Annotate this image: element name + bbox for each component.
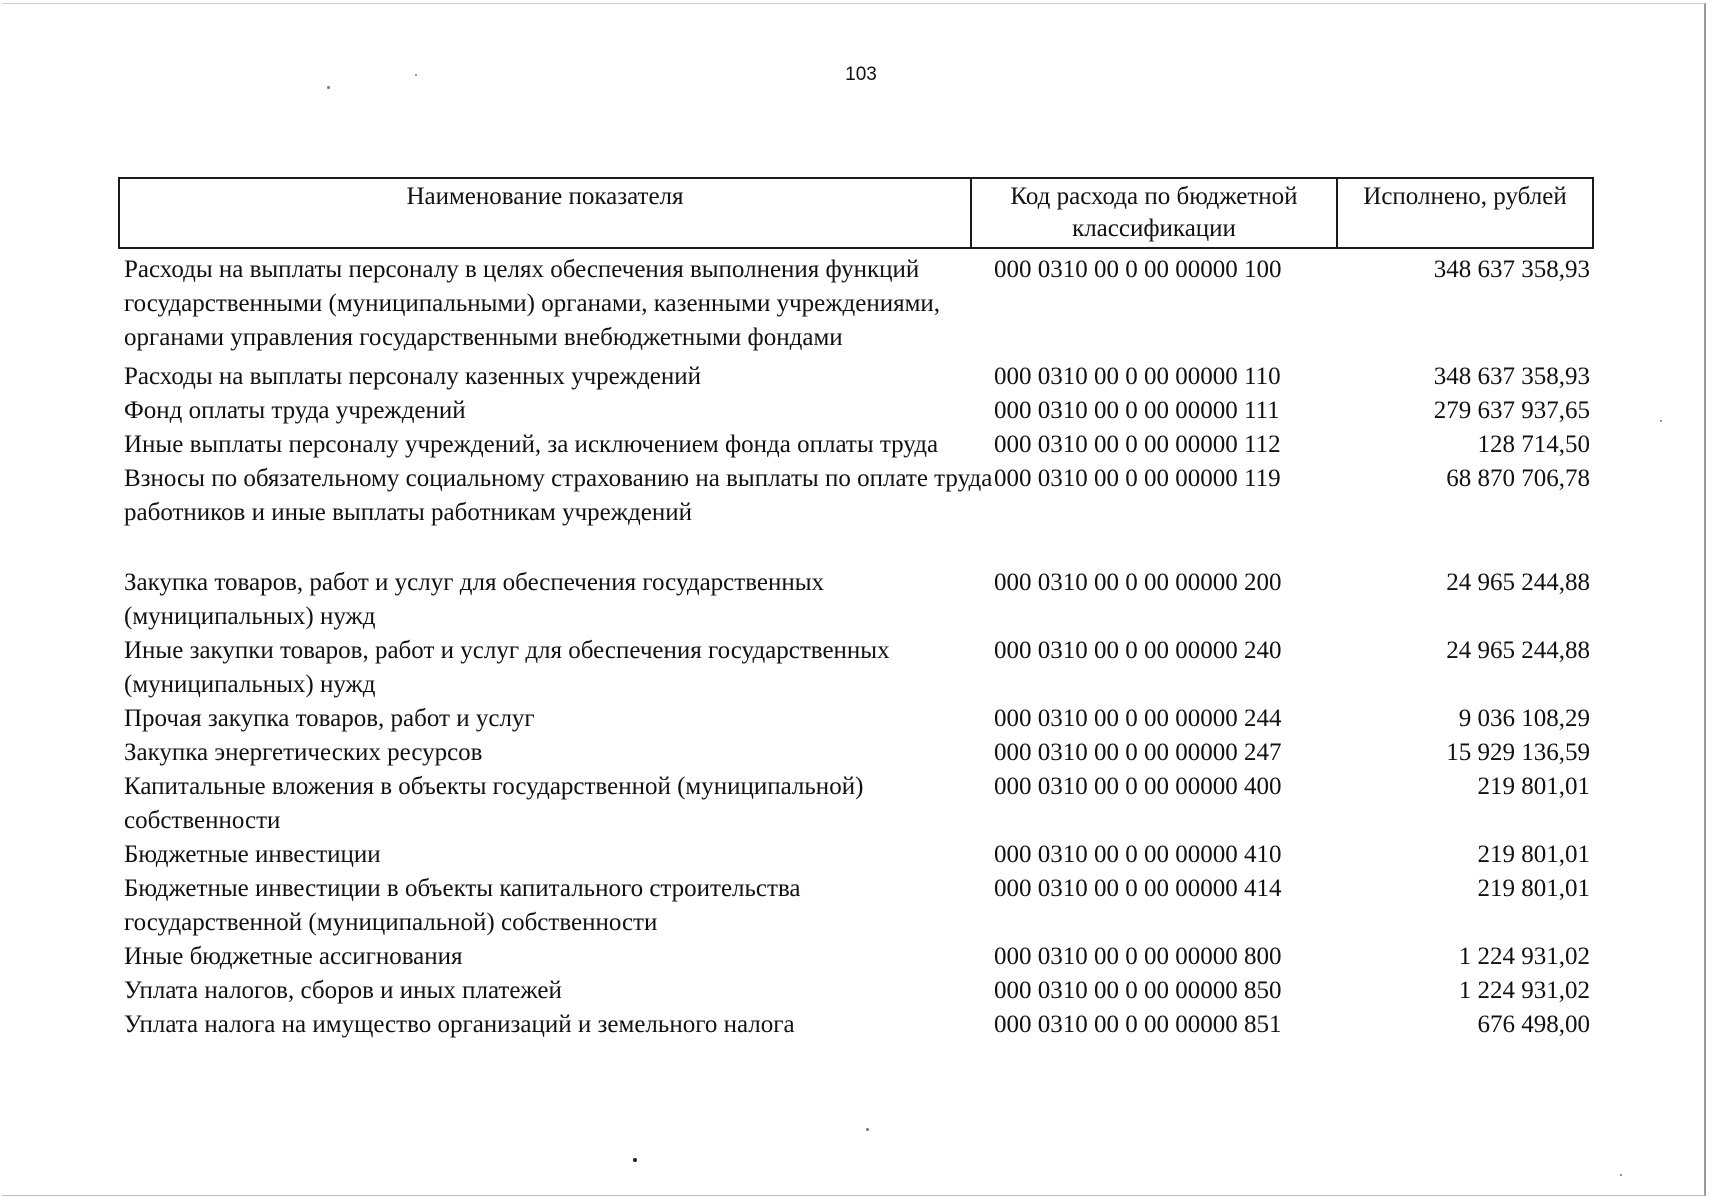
row-amount: 128 714,50 [1477, 431, 1590, 458]
table-row [118, 462, 1594, 530]
row-amount: 24 965 244,88 [1446, 569, 1590, 596]
row-name: Взносы по обязательному социальному страхованию на выплаты по оплате труда работников и иные выплаты работникам учреждений [124, 465, 993, 526]
row-amount: 1 224 931,02 [1458, 943, 1590, 970]
row-code: 000 0310 00 0 00 00000 100 [994, 256, 1282, 283]
table-row [118, 428, 1594, 462]
row-code: 000 0310 00 0 00 00000 851 [994, 1011, 1282, 1038]
table-row [118, 1008, 1594, 1042]
scan-speck [1620, 1174, 1622, 1176]
table-row [118, 974, 1594, 1008]
row-amount: 24 965 244,88 [1446, 637, 1590, 664]
table-row [118, 566, 1594, 634]
row-amount: 219 801,01 [1477, 773, 1590, 800]
row-amount: 676 498,00 [1477, 1011, 1590, 1038]
row-name: Бюджетные инвестиции в объекты капитального строительства государственной (муниципальной) собственности [124, 875, 801, 936]
row-amount: 9 036 108,29 [1458, 705, 1590, 732]
row-name: Капитальные вложения в объекты государственной (муниципальной) собственности [124, 773, 864, 834]
table-body [118, 253, 1594, 1042]
row-code: 000 0310 00 0 00 00000 200 [994, 569, 1282, 596]
row-name: Прочая закупка товаров, работ и услуг [124, 705, 535, 732]
row-code: 000 0310 00 0 00 00000 800 [994, 943, 1282, 970]
row-amount: 219 801,01 [1477, 841, 1590, 868]
scan-speck [866, 1128, 869, 1131]
row-code: 000 0310 00 0 00 00000 410 [994, 841, 1282, 868]
expense-table [118, 177, 1594, 1042]
row-name: Расходы на выплаты персоналу в целях обеспечения выполнения функций государственными (муниципальными) органами, казенными учреждениями, органами управления государственными внебюджетными фондами [124, 256, 941, 351]
row-code: 000 0310 00 0 00 00000 112 [994, 431, 1281, 458]
row-amount: 15 929 136,59 [1446, 739, 1590, 766]
row-code: 000 0310 00 0 00 00000 400 [994, 773, 1282, 800]
table-row [118, 736, 1594, 770]
table-row [118, 770, 1594, 838]
row-code: 000 0310 00 0 00 00000 240 [994, 637, 1282, 664]
header-name: Наименование показателя [120, 179, 972, 247]
table-row [118, 253, 1594, 355]
table-row [118, 838, 1594, 872]
row-name: Фонд оплаты труда учреждений [124, 397, 466, 424]
row-amount: 348 637 358,93 [1433, 256, 1590, 283]
scan-speck [327, 86, 330, 89]
row-name: Бюджетные инвестиции [124, 841, 381, 868]
row-name: Иные закупки товаров, работ и услуг для обеспечения государственных (муниципальных) нужд [124, 637, 890, 698]
header-code: Код расхода по бюджетной классификации [972, 179, 1338, 247]
row-name: Закупка товаров, работ и услуг для обеспечения государственных (муниципальных) нужд [124, 569, 825, 630]
table-row [118, 634, 1594, 702]
header-amount: Исполнено, рублей [1363, 183, 1567, 210]
table-row [118, 872, 1594, 940]
row-amount: 279 637 937,65 [1433, 397, 1590, 424]
row-name: Иные бюджетные ассигнования [124, 943, 463, 970]
table-row [118, 360, 1594, 394]
row-code: 000 0310 00 0 00 00000 110 [994, 363, 1281, 390]
row-name: Уплата налога на имущество организаций и земельного налога [124, 1011, 795, 1038]
row-name: Иные выплаты персоналу учреждений, за исключением фонда оплаты труда [124, 431, 939, 458]
row-amount: 348 637 358,93 [1433, 363, 1590, 390]
scan-speck [415, 74, 417, 76]
row-name: Закупка энергетических ресурсов [124, 739, 483, 766]
row-code: 000 0310 00 0 00 00000 244 [994, 705, 1282, 732]
row-name: Уплата налогов, сборов и иных платежей [124, 977, 562, 1004]
table-row [118, 702, 1594, 736]
row-amount: 1 224 931,02 [1458, 977, 1590, 1004]
row-name: Расходы на выплаты персоналу казенных учреждений [124, 363, 701, 390]
row-amount: 68 870 706,78 [1446, 465, 1590, 492]
row-code: 000 0310 00 0 00 00000 111 [994, 397, 1280, 424]
page-number: 103 [845, 64, 877, 85]
table-row [118, 394, 1594, 428]
row-amount: 219 801,01 [1477, 875, 1590, 902]
table-header [118, 177, 1594, 249]
row-code: 000 0310 00 0 00 00000 850 [994, 977, 1282, 1004]
row-code: 000 0310 00 0 00 00000 414 [994, 875, 1282, 902]
table-row [118, 940, 1594, 974]
row-code: 000 0310 00 0 00 00000 247 [994, 739, 1282, 766]
scan-speck [1660, 420, 1662, 422]
scan-speck [633, 1158, 637, 1162]
row-code: 000 0310 00 0 00 00000 119 [994, 465, 1281, 492]
